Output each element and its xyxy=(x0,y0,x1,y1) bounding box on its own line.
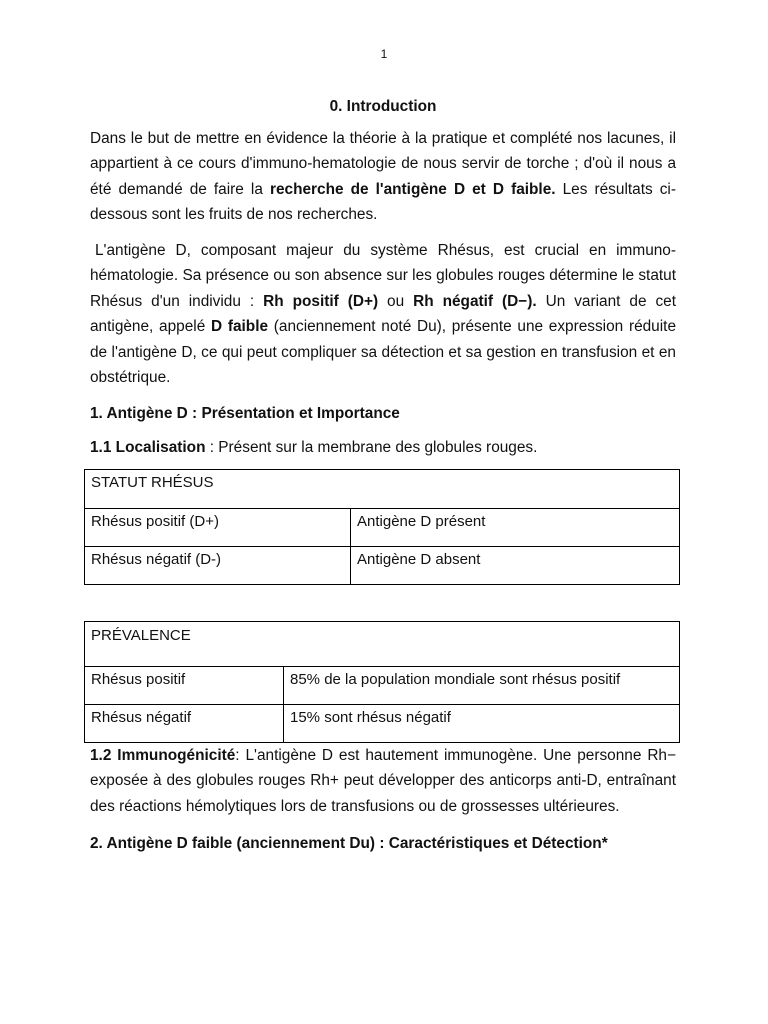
table-cell-value: Antigène D présent xyxy=(351,508,680,546)
table-cell-status: Rhésus négatif xyxy=(85,704,284,742)
localisation-text: : Présent sur la membrane des globules rouges. xyxy=(205,439,538,456)
table-cell-status: Rhésus négatif (D-) xyxy=(85,546,351,584)
table-row xyxy=(85,704,680,742)
table-cell-status: Rhésus positif xyxy=(85,666,284,704)
intro-p2-text-c: Un variant de cet antigène, appelé xyxy=(90,292,676,335)
immunogenicite-text: : L'antigène D est hautement immunogène. Une personne Rh− exposée à des globules rouges Rh+ peut développer des anticorps anti-D, entraînant des réactions hémolytiques lors de transfusions ou de grossesses ultérieures. xyxy=(90,746,676,815)
intro-p2-text-d: (anciennement noté Du), présente une expression réduite de l'antigène D, ce qui peut compliquer sa détection et sa gestion en transfusion et en obstétrique. xyxy=(90,318,676,386)
page-number: 1 xyxy=(380,47,388,61)
intro-heading: 0. Introduction xyxy=(329,98,437,115)
intro-p1-end: Les résultats ci-dessous sont les fruits de nos recherches. xyxy=(90,180,676,223)
intro-p2-bold-rh-negatif: Rh négatif (D−). xyxy=(413,292,537,310)
statut-table-header: STATUT RHÉSUS xyxy=(85,469,680,508)
prevalence-table-header: PRÉVALENCE xyxy=(85,621,680,666)
document-body xyxy=(90,94,676,866)
table-row xyxy=(85,666,680,704)
intro-p1-bold: recherche de l'antigène D et D faible. xyxy=(269,180,556,198)
section-1-heading: 1. Antigène D : Présentation et Importance xyxy=(90,404,400,422)
table-row xyxy=(85,546,680,584)
table-cell-value: 85% de la population mondiale sont rhésus positif xyxy=(284,666,680,704)
intro-p1-text: Dans le but de mettre en évidence la théorie à la pratique et complété nos lacunes, il appartient à ce cours d'immuno-hematologie de nous servir de torche ; d'où il nous a été demandé de faire la xyxy=(90,129,676,198)
localisation-label: 1.1 Localisation xyxy=(90,439,206,456)
immunogenicite-paragraph xyxy=(90,743,676,820)
intro-p2-text-b: ou xyxy=(378,292,414,310)
section-2-heading: 2. Antigène D faible (anciennement Du) : Caractéristiques et Détection* xyxy=(90,835,608,852)
table-row xyxy=(85,508,680,546)
prevalence-table xyxy=(84,621,680,743)
intro-paragraph-2 xyxy=(90,238,676,391)
table-cell-status: Rhésus positif (D+) xyxy=(85,508,351,546)
immunogenicite-label: 1.2 Immunogénicité xyxy=(90,746,236,764)
localisation-paragraph xyxy=(90,435,676,461)
intro-p2-bold-rh-positif: Rh positif (D+) xyxy=(263,292,379,310)
intro-paragraph-1 xyxy=(90,126,676,228)
intro-p2-text-a: L'antigène D, composant majeur du système Rhésus, est crucial en immuno-hématologie. Sa présence ou son absence sur les globules rouges détermine le statut Rhésus d'un individu : xyxy=(90,241,676,310)
table-cell-value: 15% sont rhésus négatif xyxy=(284,704,680,742)
statut-rhesus-table xyxy=(84,469,680,585)
table-cell-value: Antigène D absent xyxy=(351,546,680,584)
intro-p2-bold-d-faible: D faible xyxy=(211,318,269,335)
